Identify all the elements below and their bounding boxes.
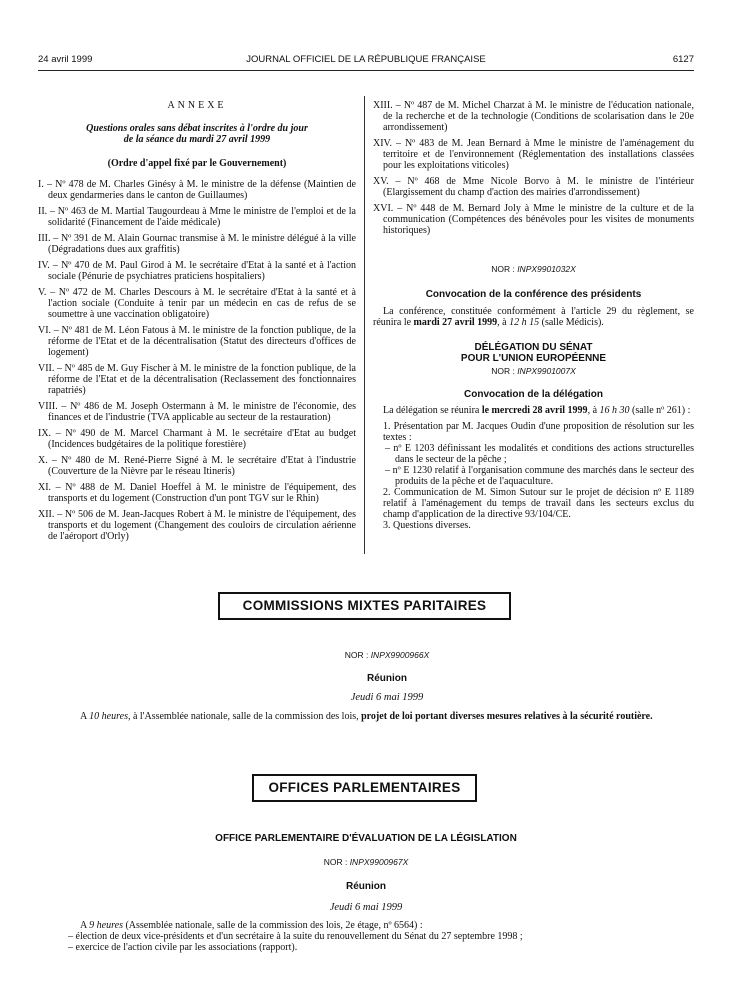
- left-column: [38, 100, 356, 547]
- question-item: V. – Nº 472 de M. Charles Descours à M. le secrétaire d'Etat à la santé et à l'action sociale (Conduite à tenir par un médecin en cas de refus de se soumettre à une vaccination obligatoire): [38, 286, 356, 320]
- nor-conference: [373, 264, 694, 275]
- question-item: XIV. – Nº 483 de M. Jean Bernard à Mme le ministre de l'aménagement du territoire et de l'environnement (Réglementation des installations classées pour les exploitations viticoles): [373, 138, 694, 171]
- question-item: I. – Nº 478 de M. Charles Ginésy à M. le ministre de la défense (Maintien de deux gendarmeries dans le canton de Guillaumes): [38, 178, 356, 201]
- header-date: 24 avril 1999: [38, 54, 93, 65]
- conference-text: La conférence, constituée conformément à l'article 29 du règlement, se réunira le mardi 27 avril 1999, à 12 h 15 (salle Médicis).: [373, 305, 694, 328]
- column-divider: [364, 96, 365, 554]
- question-item: II. – Nº 463 de M. Martial Taugourdeau à Mme le ministre de l'emploi et de la solidarité (Financement de l'aide médicale): [38, 205, 356, 228]
- cmp-text: A 10 heures, à l'Assemblée nationale, salle de la commission des lois, projet de loi portant diverses mesures relatives à la sécurité routière.: [80, 711, 653, 722]
- cmp-date: Jeudi 6 mai 1999: [350, 692, 424, 703]
- office-dash-2: – exercice de l'action civile par les associations (rapport).: [68, 942, 298, 953]
- right-column: [373, 100, 694, 531]
- delegation-title-line-2: POUR L'UNION EUROPÉENNE: [460, 352, 607, 364]
- header-journal-title: JOURNAL OFFICIEL DE LA RÉPUBLIQUE FRANÇAISE: [246, 54, 486, 65]
- delegation-title: [373, 342, 694, 364]
- question-item: XIII. – Nº 487 de M. Michel Charzat à M. le ministre de l'éducation nationale, de la recherche et de la technologie (Conditions de scolarisation dans le 20e arrondissement): [373, 100, 694, 133]
- question-item: IV. – Nº 470 de M. Paul Girod à M. le secrétaire d'Etat à la santé et à l'action sociale (Pénurie de psychiatres praticiens hospitaliers): [38, 259, 356, 282]
- cmp-reunion: Réunion: [367, 673, 407, 684]
- nor-office: [38, 857, 694, 868]
- questions-title-line-2: de la séance du mardi 27 avril 1999: [123, 134, 271, 146]
- office-date: Jeudi 6 mai 1999: [329, 902, 403, 913]
- office-text: [68, 920, 694, 953]
- office-reunion: Réunion: [346, 881, 386, 892]
- offices-box-title: OFFICES PARLEMENTAIRES: [252, 774, 477, 802]
- question-item: X. – Nº 480 de M. René-Pierre Signé à M. le secrétaire d'Etat à l'industrie (Couverture de la Nièvre par le réseau Itineris): [38, 454, 356, 477]
- nor-code: INPX9901032X: [517, 264, 576, 274]
- question-item: III. – Nº 391 de M. Alain Gournac transmise à M. le ministre délégué à la ville (Dégradations dues aux graffitis): [38, 232, 356, 255]
- question-item: VIII. – Nº 486 de M. Joseph Ostermann à M. le ministre de l'économie, des finances et de l'industrie (TVA applicable au secteur de la restauration): [38, 400, 356, 423]
- ordre-appel: (Ordre d'appel fixé par le Gouvernement): [107, 158, 287, 170]
- question-item: VII. – Nº 485 de M. Guy Fischer à M. le ministre de la fonction publique, de la réforme de l'Etat et de la décentralisation (Reclassement des fonctionnaires rapatriés): [38, 362, 356, 396]
- nor-code: INPX9901007X: [517, 365, 576, 376]
- questions-title-line-1: Questions orales sans débat inscrites à l'ordre du jour: [86, 123, 308, 135]
- header-rule: [38, 70, 694, 71]
- question-item: XV. – Nº 468 de Mme Nicole Borvo à M. le ministre de l'intérieur (Elargissement du champ d'action des mairies d'arrondissement): [373, 176, 694, 198]
- page-header: [38, 54, 694, 68]
- delegation-dash-1: – nº E 1203 définissant les modalités et conditions des actions structurelles dans le secteur de la pêche ;: [385, 443, 694, 466]
- delegation-text: La délégation se réunira le mercredi 28 avril 1999, à 16 h 30 (salle nº 261) :: [383, 405, 691, 417]
- delegation-title-line-1: DÉLÉGATION DU SÉNAT: [474, 341, 593, 353]
- question-item: XII. – Nº 506 de M. Jean-Jacques Robert à M. le ministre de l'équipement, des transports et du logement (Changement des couloirs de circulation aérienne de l'aéroport d'Orly): [38, 508, 356, 542]
- cmp-box-title: COMMISSIONS MIXTES PARITAIRES: [218, 592, 511, 620]
- nor-label: NOR :: [323, 857, 348, 867]
- annexe-title: ANNEXE: [167, 100, 227, 111]
- conference-title: Convocation de la conférence des présidents: [425, 289, 642, 301]
- question-item: VI. – Nº 481 de M. Léon Fatous à M. le ministre de la fonction publique, de la réforme de l'Etat et de la décentralisation (Statut des directeurs d'offices de logement): [38, 324, 356, 358]
- nor-label: NOR :: [491, 264, 515, 274]
- delegation-subtitle: Convocation de la délégation: [464, 388, 603, 400]
- nor-label: NOR :: [491, 365, 515, 376]
- nor-cmp: [80, 650, 694, 661]
- delegation-dash-2: – nº E 1230 relatif à l'organisation commune des marchés dans le secteur des produits de la pêche et de l'aquaculture.: [385, 465, 694, 488]
- question-item: XI. – Nº 488 de M. Daniel Hoeffel à M. le ministre de l'équipement, des transports et du logement (Construction d'un pont TGV sur le Rhin): [38, 481, 356, 504]
- nor-delegation: [373, 366, 694, 377]
- question-item: XVI. – Nº 448 de M. Bernard Joly à Mme le ministre de la culture et de la communication (Compétences des bénévoles pour les visites de monuments historiques): [373, 203, 694, 236]
- nor-label: NOR :: [344, 650, 369, 660]
- nor-code: INPX9900967X: [349, 857, 409, 867]
- questions-title: [38, 123, 356, 145]
- nor-code: INPX9900966X: [370, 650, 430, 660]
- office-title: OFFICE PARLEMENTAIRE D'ÉVALUATION DE LA LÉGISLATION: [215, 833, 517, 844]
- delegation-point-1: 1. Présentation par M. Jacques Oudin d'une proposition de résolution sur les textes :: [383, 421, 694, 444]
- question-item: IX. – Nº 490 de M. Marcel Charmant à M. le secrétaire d'Etat au budget (Incidences budgétaires de la politique forestière): [38, 427, 356, 450]
- office-text-intro: A 9 heures (Assemblée nationale, salle de la commission des lois, 2e étage, nº 6564) :: [80, 920, 423, 931]
- office-dash-1: – élection de deux vice-présidents et d'un secrétaire à la suite du renouvellement du Sénat du 27 septembre 1998 ;: [68, 931, 523, 942]
- delegation-point-3: 3. Questions diverses.: [383, 520, 471, 532]
- header-page-number: 6127: [672, 54, 694, 65]
- delegation-point-2: 2. Communication de M. Simon Sutour sur le projet de décision nº E 1189 relatif à l'aménagement du temps de travail dans les secteurs exclus du champ d'application de la directive 93/104/CE.: [383, 487, 694, 521]
